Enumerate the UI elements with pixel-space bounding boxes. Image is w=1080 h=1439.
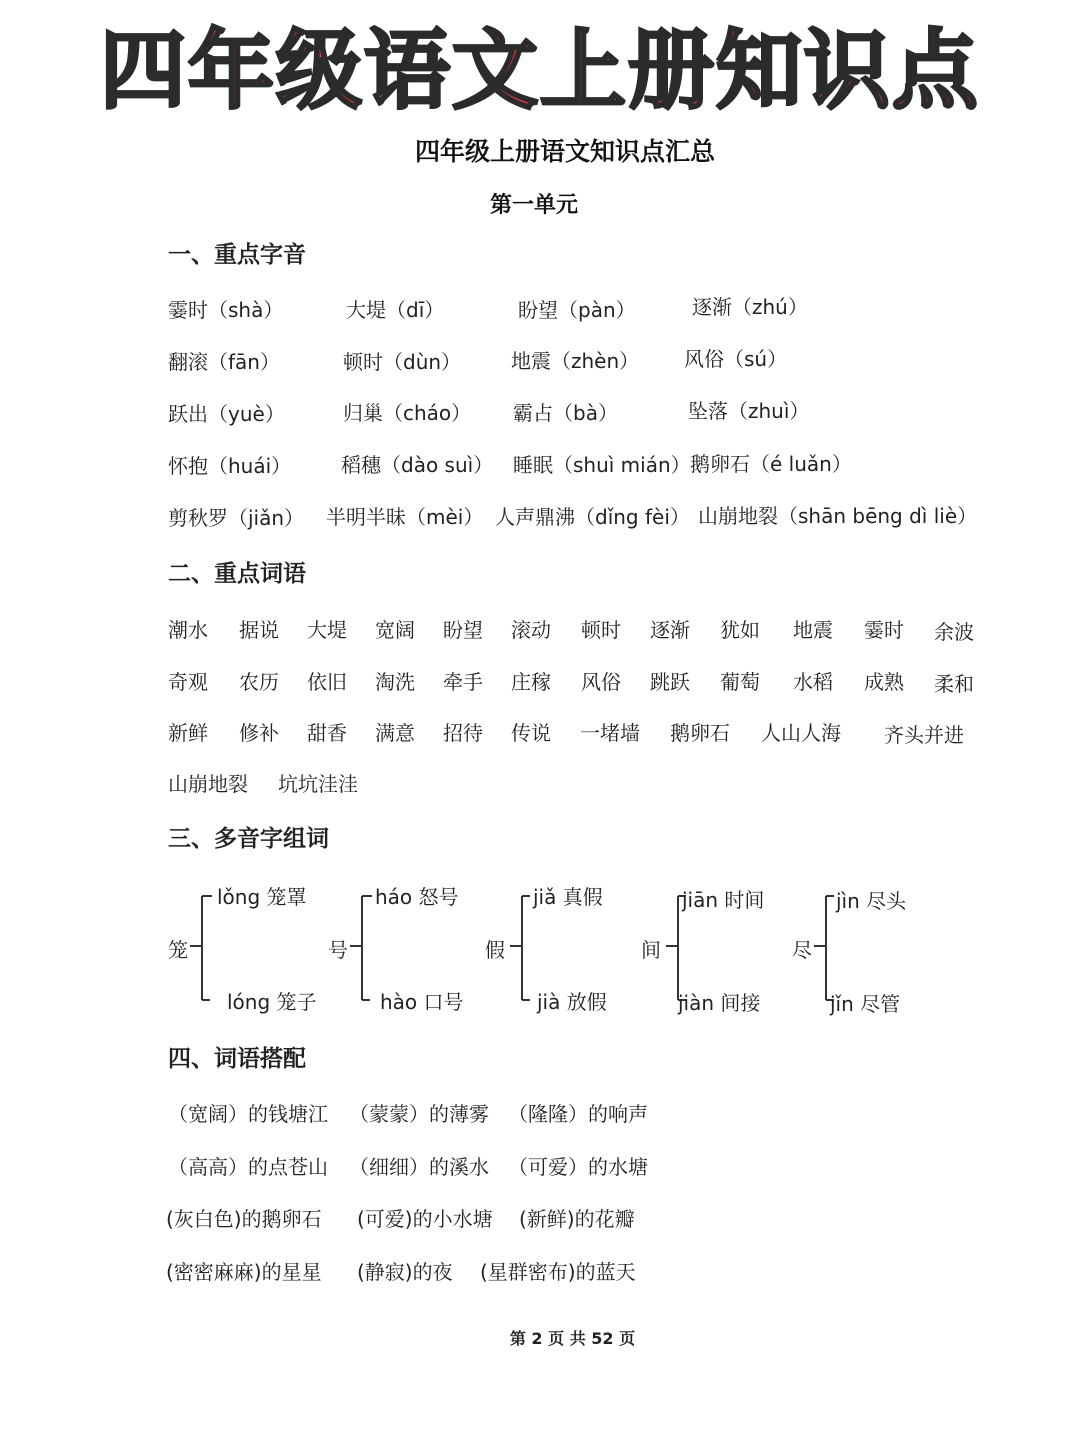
pronunciation-item: 顿时（dùn）	[343, 350, 462, 374]
word-item: 霎时	[864, 618, 904, 642]
word-item: 农历	[239, 670, 279, 694]
word-item: 庄稼	[511, 670, 551, 694]
collocation-item: (静寂)的夜	[357, 1260, 453, 1284]
unit-heading: 第一单元	[489, 193, 578, 218]
bracket-line	[350, 896, 372, 1000]
polyphone-reading-top: lǒng 笼罩	[217, 885, 307, 909]
polyphone-reading-bottom: hào 口号	[380, 990, 464, 1014]
pronunciation-item: 盼望（pàn）	[518, 298, 636, 322]
word-item: 齐头并进	[884, 723, 964, 747]
word-item: 余波	[934, 620, 974, 644]
word-item: 地震	[793, 618, 833, 642]
pronunciation-item: 半明半昧（mèi）	[326, 505, 484, 529]
word-item: 牵手	[443, 670, 483, 694]
word-item: 甜香	[307, 721, 347, 745]
section-heading-polyphones: 三、多音字组词	[168, 826, 329, 852]
word-item: 葡萄	[720, 670, 760, 694]
pronunciation-item: 逐渐（zhú）	[692, 295, 808, 319]
word-item: 成熟	[864, 670, 904, 694]
pronunciation-item: 睡眠（shuì mián）	[513, 453, 691, 477]
polyphone-reading-top: jìn 尽头	[836, 889, 907, 913]
word-item: 潮水	[168, 618, 208, 642]
document-subtitle: 四年级上册语文知识点汇总	[414, 137, 715, 166]
pronunciation-item: 剪秋罗（jiǎn）	[168, 506, 305, 530]
pronunciation-item: 霎时（shà）	[168, 298, 284, 322]
word-item: 风俗	[581, 670, 621, 694]
bracket-line	[190, 896, 212, 1000]
pronunciation-item: 霸占（bà）	[513, 401, 618, 425]
collocation-item: （细细）的溪水	[349, 1155, 489, 1179]
pronunciation-item: 人声鼎沸（dǐng fèi）	[495, 505, 690, 529]
bracket-line	[814, 896, 834, 1000]
word-item: 滚动	[511, 618, 551, 642]
polyphone-reading-bottom: jià 放假	[537, 990, 607, 1014]
pronunciation-item: 坠落（zhuì）	[688, 399, 810, 423]
collocation-item: （宽阔）的钱塘江	[168, 1102, 328, 1126]
polyphone-char: 假	[485, 938, 505, 962]
word-item: 新鲜	[168, 721, 208, 745]
collocation-item: (星群密布)的蓝天	[480, 1260, 636, 1284]
polyphone-char: 尽	[792, 938, 812, 962]
polyphone-reading-top: jiǎ 真假	[533, 885, 603, 909]
collocation-item: (新鲜)的花瓣	[519, 1207, 635, 1231]
word-item: 大堤	[307, 618, 347, 642]
polyphone-char: 号	[328, 938, 348, 962]
pronunciation-item: 地震（zhèn）	[511, 349, 640, 373]
page-number: 第 2 页 共 52 页	[509, 1329, 636, 1348]
pronunciation-item: 归巢（cháo）	[343, 401, 472, 425]
collocation-item: (灰白色)的鹅卵石	[166, 1207, 322, 1231]
pronunciation-item: 大堤（dī）	[346, 298, 445, 322]
bracket-line	[510, 896, 530, 1000]
word-item: 跳跃	[650, 670, 690, 694]
polyphone-reading-top: jiān 时间	[682, 888, 765, 912]
pronunciation-item: 风俗（sú）	[684, 347, 788, 371]
word-item: 山崩地裂	[168, 772, 248, 796]
collocation-item: （可爱）的水塘	[508, 1155, 648, 1179]
collocation-item: (密密麻麻)的星星	[166, 1260, 322, 1284]
polyphone-char: 笼	[168, 938, 188, 962]
word-item: 依旧	[307, 670, 347, 694]
word-item: 犹如	[720, 618, 760, 642]
banner-title: 四年级语文上册知识点	[100, 21, 980, 121]
polyphone-reading-bottom: jǐn 尽管	[830, 992, 901, 1016]
pronunciation-item: 跃出（yuè）	[168, 402, 285, 426]
word-item: 一堵墙	[580, 721, 640, 745]
word-item: 招待	[443, 721, 483, 745]
pronunciation-item: 鹅卵石（é luǎn）	[690, 452, 852, 476]
word-item: 修补	[239, 721, 279, 745]
collocation-item: （高高）的点苍山	[168, 1155, 328, 1179]
word-item: 水稻	[793, 670, 833, 694]
word-item: 传说	[511, 721, 551, 745]
polyphone-reading-bottom: jiàn 间接	[678, 991, 761, 1015]
word-item: 宽阔	[375, 618, 415, 642]
word-item: 顿时	[581, 618, 621, 642]
collocation-item: （蒙蒙）的薄雾	[349, 1102, 489, 1126]
pronunciation-item: 翻滚（fān）	[168, 350, 280, 374]
word-item: 淘洗	[375, 670, 415, 694]
word-item: 鹅卵石	[670, 721, 730, 745]
polyphone-reading-bottom: lóng 笼子	[227, 990, 317, 1014]
word-item: 满意	[375, 721, 415, 745]
word-item: 人山人海	[761, 721, 841, 745]
word-item: 奇观	[168, 670, 208, 694]
pronunciation-item: 怀抱（huái）	[168, 454, 292, 478]
pronunciation-item: 稻穗（dào suì）	[341, 453, 494, 477]
collocation-item: （隆隆）的响声	[508, 1102, 648, 1126]
word-item: 坑坑洼洼	[278, 772, 358, 796]
word-item: 据说	[239, 618, 279, 642]
section-heading-collocations: 四、词语搭配	[168, 1046, 306, 1072]
polyphone-reading-top: háo 怒号	[375, 885, 459, 909]
polyphone-char: 间	[641, 938, 661, 962]
pronunciation-item: 山崩地裂（shān bēng dì liè）	[698, 504, 978, 528]
word-item: 盼望	[443, 618, 483, 642]
section-heading-key-words: 二、重点词语	[168, 561, 306, 587]
word-item: 逐渐	[650, 618, 690, 642]
section-heading-pronunciation: 一、重点字音	[168, 242, 306, 268]
word-item: 柔和	[934, 672, 974, 696]
collocation-item: (可爱)的小水塘	[357, 1207, 493, 1231]
